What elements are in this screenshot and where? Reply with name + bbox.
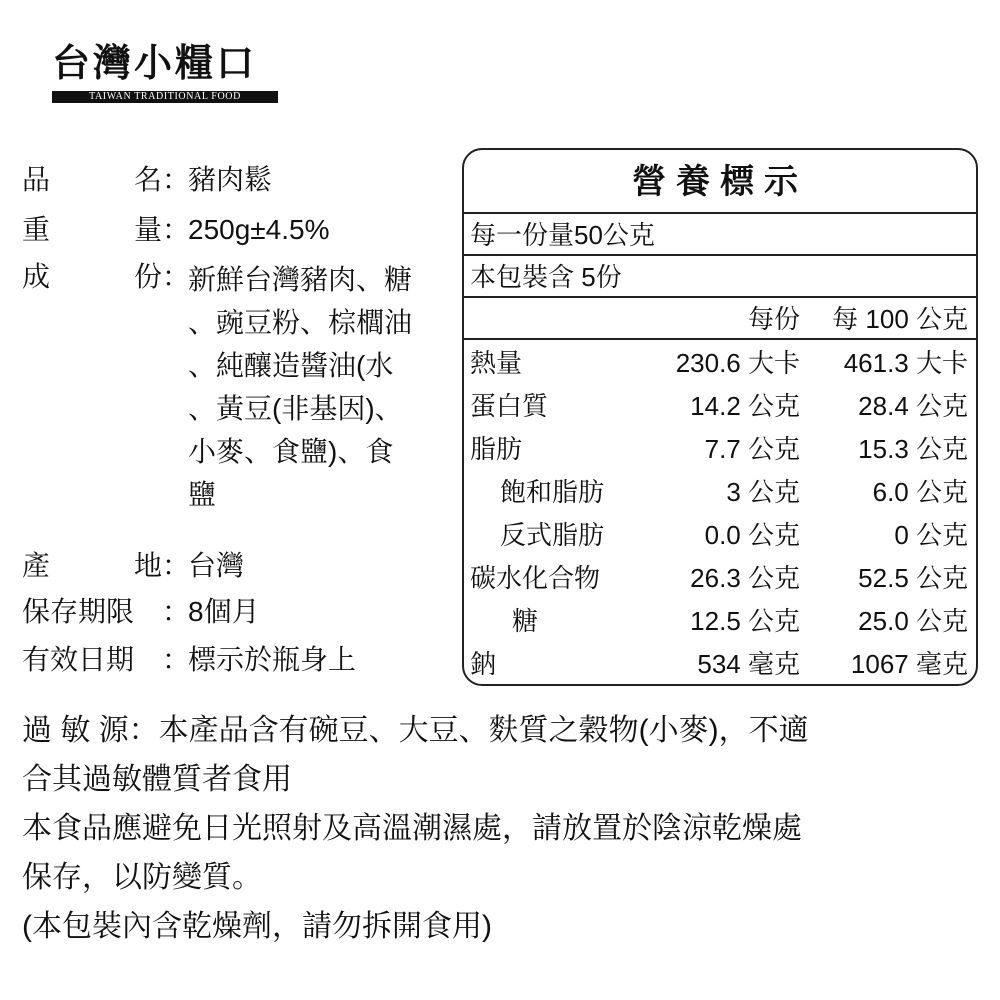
nutrient-name: 飽和脂肪 <box>500 477 605 507</box>
product-expiry-colon: ： <box>162 644 191 675</box>
desiccant-note-line: (本包裝內含乾燥劑，請勿拆開食用) <box>22 910 492 943</box>
product-weight-value: 250g±4.5% <box>188 214 330 245</box>
nutrient-per-serving: 230.6 大卡 <box>675 348 800 378</box>
product-origin-colon: ： <box>162 550 191 581</box>
nutrient-per-100g: 15.3 公克 <box>858 434 968 464</box>
storage-note-line: 保存，以防變質。 <box>22 861 262 894</box>
nutrient-name: 碳水化合物 <box>470 563 601 593</box>
brand-logo-title: 台灣小糧口 <box>52 40 258 85</box>
nutrient-per-serving: 7.7 公克 <box>704 434 800 464</box>
nutrient-row-protein <box>464 385 976 428</box>
notes-section <box>22 706 982 951</box>
nutrient-per-serving: 14.2 公克 <box>690 391 800 421</box>
brand-logo <box>52 38 278 103</box>
product-name-row <box>22 160 272 200</box>
nutrient-row-fat <box>464 428 976 471</box>
product-origin-row <box>22 546 244 586</box>
ingredients-line: 新鮮台灣豬肉、糖 <box>188 264 413 295</box>
product-shelf-life-colon: ： <box>162 596 191 627</box>
nutrient-per-serving: 3 公克 <box>726 477 800 507</box>
product-shelf-life-row <box>22 592 260 632</box>
nutrient-per-100g: 6.0 公克 <box>872 477 968 507</box>
column-per-serving: 每份 <box>747 304 800 334</box>
nutrition-facts-panel <box>462 148 978 686</box>
nutrient-row-sugar <box>464 600 976 643</box>
nutrient-row-saturated-fat <box>464 471 976 514</box>
nutrient-row-carbohydrate <box>464 557 976 600</box>
product-shelf-life-label: 保存期限 <box>22 596 135 627</box>
ingredients-line: 、純釀造醬油(水 <box>188 350 394 381</box>
nutrient-name: 反式脂肪 <box>500 520 605 550</box>
nutrient-rows <box>464 340 976 686</box>
nutrient-name: 鈉 <box>470 649 497 679</box>
nutrient-per-100g: 0 公克 <box>894 520 968 550</box>
product-expiry-row <box>22 640 356 680</box>
product-expiry-value: 標示於瓶身上 <box>188 644 357 675</box>
product-ingredients-colon: ： <box>162 261 191 292</box>
ingredients-list <box>188 258 460 516</box>
product-weight-row <box>22 210 329 250</box>
brand-logo-subtitle: TAIWAN TRADITIONAL FOOD <box>52 91 278 103</box>
nutrient-name: 脂肪 <box>470 434 523 464</box>
product-ingredients-label: 成份 <box>22 261 162 292</box>
nutrient-name: 熱量 <box>470 348 523 378</box>
product-origin-value: 台灣 <box>188 550 245 581</box>
allergen-note-line: 過 敏 源：本產品含有碗豆、大豆、麩質之穀物(小麥)，不適 <box>22 714 809 747</box>
nutrient-per-100g: 461.3 大卡 <box>843 348 968 378</box>
nutrient-per-serving: 26.3 公克 <box>690 563 800 593</box>
nutrition-column-header <box>464 298 976 340</box>
product-name-label: 品名 <box>22 164 162 195</box>
nutrient-per-100g: 1067 毫克 <box>850 649 968 679</box>
nutrient-per-serving: 12.5 公克 <box>690 606 800 636</box>
ingredients-line: 鹽 <box>188 479 217 510</box>
nutrient-row-trans-fat <box>464 514 976 557</box>
ingredients-line: 小麥、食鹽)、食 <box>188 436 394 467</box>
nutrient-row-sodium <box>464 643 976 686</box>
storage-note-line: 本食品應避免日光照射及高溫潮濕處，請放置於陰涼乾燥處 <box>22 812 802 845</box>
allergen-note-line: 合其過敏體質者食用 <box>22 763 292 796</box>
product-expiry-label: 有效日期 <box>22 644 135 675</box>
product-ingredients-row <box>22 257 191 297</box>
nutrition-title: 營養標示 <box>464 150 976 214</box>
serving-size: 每一份量50公克 <box>464 214 976 256</box>
nutrient-name: 糖 <box>512 606 539 636</box>
nutrient-per-100g: 25.0 公克 <box>858 606 968 636</box>
ingredients-line: 、豌豆粉、棕櫚油 <box>188 307 413 338</box>
ingredients-line: 、黃豆(非基因)、 <box>188 393 403 424</box>
nutrient-per-100g: 28.4 公克 <box>858 391 968 421</box>
servings-per-pack: 本包裝含 5份 <box>464 256 976 298</box>
product-shelf-life-value: 8個月 <box>188 596 260 627</box>
product-name-value: 豬肉鬆 <box>188 164 273 195</box>
nutrient-name: 蛋白質 <box>470 391 549 421</box>
column-per-100g: 每 100 公克 <box>832 304 968 334</box>
nutrient-per-serving: 0.0 公克 <box>704 520 800 550</box>
product-weight-colon: ： <box>162 214 191 245</box>
product-origin-label: 產地 <box>22 550 162 581</box>
nutrient-row-energy <box>464 342 976 385</box>
nutrient-per-serving: 534 毫克 <box>697 649 800 679</box>
product-weight-label: 重量 <box>22 214 162 245</box>
product-name-colon: ： <box>162 164 191 195</box>
nutrient-per-100g: 52.5 公克 <box>858 563 968 593</box>
